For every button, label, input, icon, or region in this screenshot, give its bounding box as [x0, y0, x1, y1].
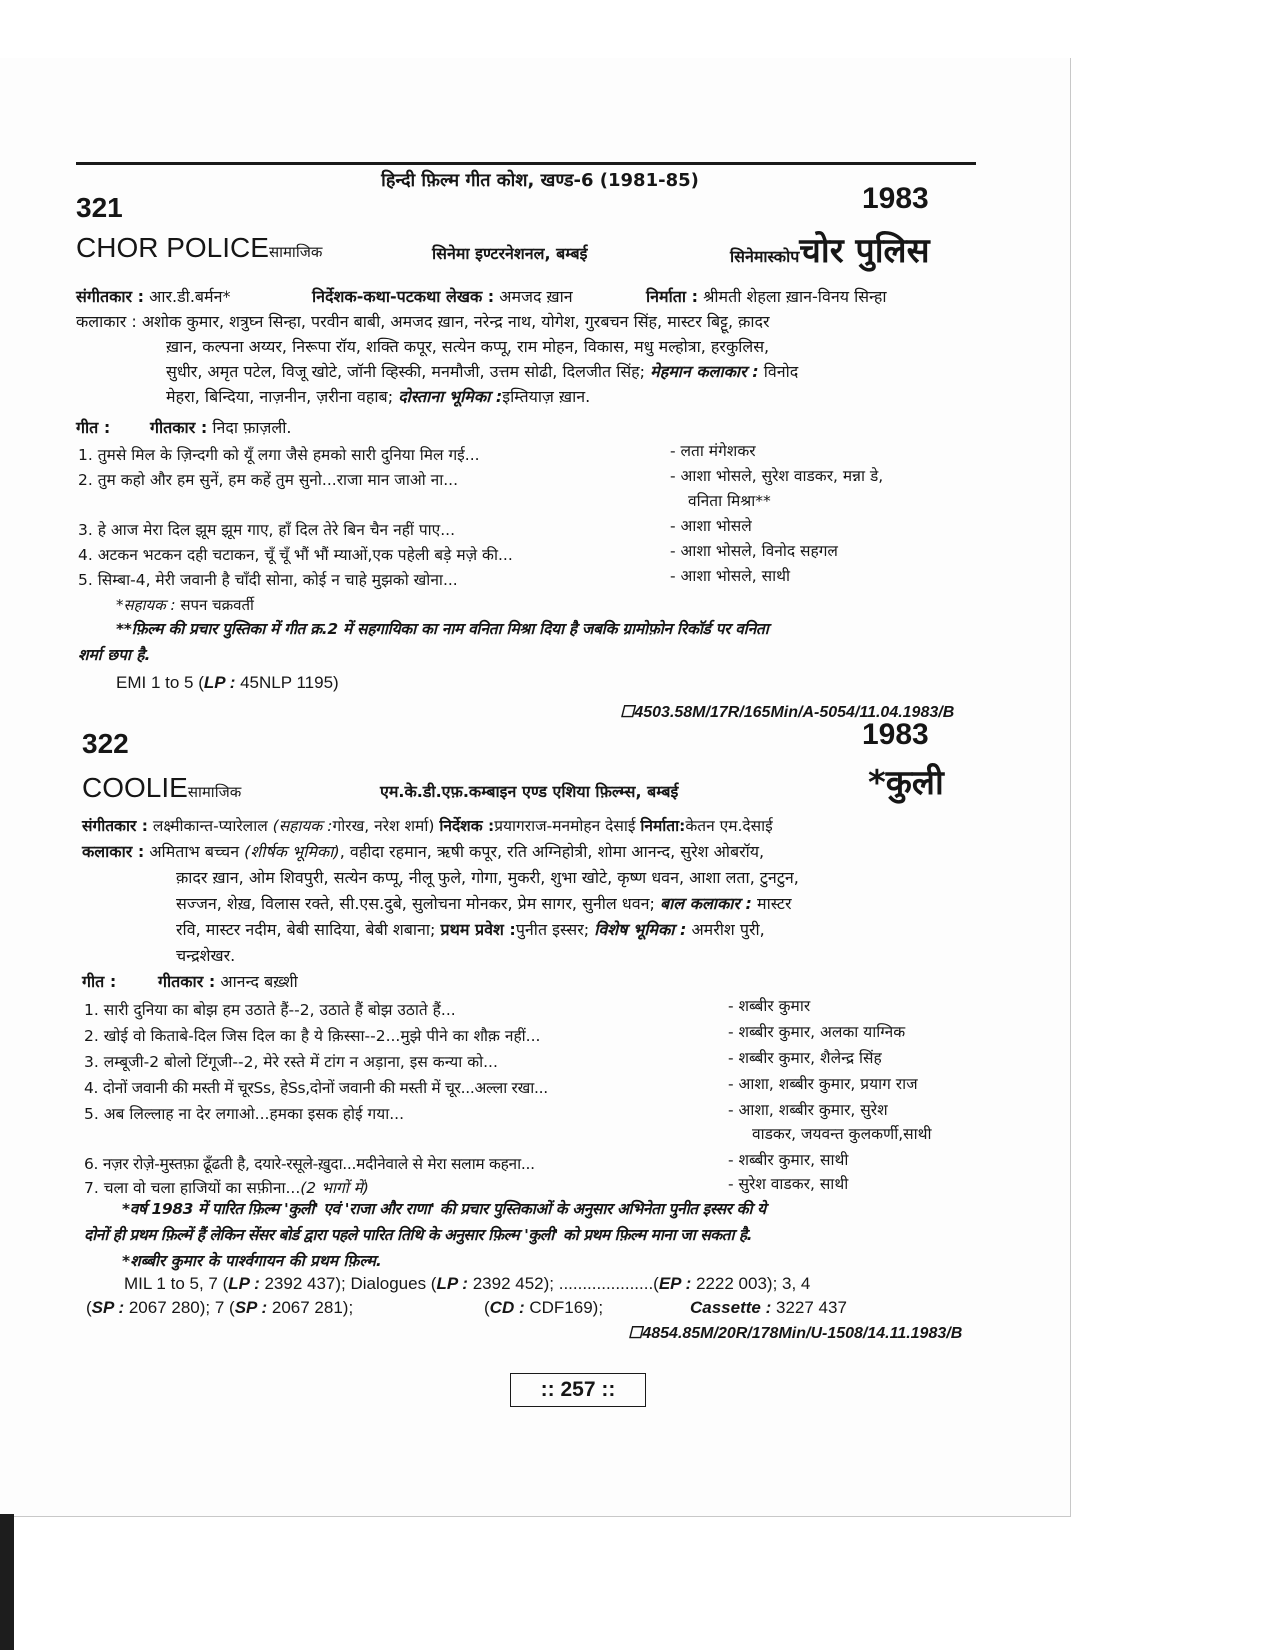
song-line: [84, 1176, 369, 1198]
note-line: शर्मा छपा है.: [78, 646, 151, 664]
censor-certificate: ☐4854.85M/20R/178Min/U-1508/14.11.1983/B: [628, 1325, 963, 1342]
film-genre: सामाजिक: [268, 243, 323, 261]
lyricist-credit: [150, 416, 292, 438]
song-singers: - आशा भोसले: [670, 517, 752, 535]
song-line: 4. अटकन भटकन दही चटाकन, चूँ चूँ भौं भौं म्याओं,एक पहेली बड़े मज़े की...: [78, 546, 513, 564]
child-artist-name: मास्टर: [757, 894, 792, 913]
page-number: :: 257 ::: [510, 1373, 646, 1407]
director-label: निर्देशक :: [439, 817, 495, 835]
music-director: आर.डी.बर्मन*: [149, 287, 231, 306]
song-singers: - आशा भोसले, विनोद सहगल: [670, 542, 838, 560]
cast-line-4: [176, 918, 765, 940]
credits-row: [82, 814, 773, 836]
ep-label: EP :: [658, 1274, 692, 1293]
songs-header: [76, 416, 110, 438]
cast-line-5: चन्द्रशेखर.: [176, 946, 236, 965]
producer-name: केतन एम.देसाई: [685, 817, 773, 835]
songs-label: गीत :: [76, 418, 111, 437]
director-label: निर्देशक-कथा-पटकथा लेखक :: [312, 287, 495, 306]
cd-value: CDF169);: [529, 1298, 604, 1317]
cd-label: CD :: [489, 1298, 525, 1317]
song-singers: - शब्बीर कुमार: [728, 997, 811, 1015]
song-singers: - आशा, शब्बीर कुमार, प्रयाग राज: [728, 1075, 918, 1093]
music-label: संगीतकार :: [76, 287, 145, 306]
song-singers: वाडकर, जयवन्त कुलकर्णी,साथी: [752, 1125, 932, 1143]
lp-label: LP :: [436, 1274, 468, 1293]
song-line: 5. अब लिल्लाह ना देर लगाओ...हमका इसक होई गया...: [84, 1105, 405, 1123]
film-number: 322: [82, 728, 129, 759]
assistant-label: *सहायक :: [116, 596, 176, 614]
note-line: *वर्ष 1983 में पारित फ़िल्म 'कुली' एवं 'राजा और राणा' की प्रचार पुस्तिकाओं के अनुसार अभिनेता पुनीत इस्सर की ये: [122, 1200, 766, 1218]
film-title-english: CHOR POLICE: [76, 232, 269, 263]
song-singers: - सुरेश वाडकर, साथी: [728, 1175, 849, 1193]
song-line: 5. सिम्बा-4, मेरी जवानी है चाँदी सोना, कोई न चाहे मुझको खोना...: [78, 571, 458, 589]
song-singers: - शब्बीर कुमार, अलका याग्निक: [728, 1023, 906, 1041]
song-singers: - आशा भोसले, साथी: [670, 567, 791, 585]
child-artist-label: बाल कलाकार :: [659, 894, 752, 913]
cast-lead: अमिताभ बच्चन: [149, 842, 240, 861]
film-title-english: COOLIE: [82, 772, 188, 803]
record-prefix: EMI 1 to 5 (: [116, 673, 204, 692]
cast-line-1: [82, 840, 764, 862]
cast-line-2: क़ादर ख़ान, ओम शिवपुरी, सत्येन कप्पू, नीलू फुले, गोगा, मुकरी, शुभा खोटे, कृष्ण धवन, आशा लता, टुनटुन,: [176, 868, 799, 887]
record-text: MIL 1 to 5, 7 (: [124, 1274, 229, 1293]
film-year: 1983: [862, 182, 929, 215]
cast-text: सुधीर, अमृत पटेल, विजू खोटे, जॉनी व्हिस्की, मनमौजी, उत्तम सोढी, दिलजीत सिंह;: [166, 362, 646, 381]
song-singers: - आशा, शब्बीर कुमार, सुरेश: [728, 1101, 888, 1119]
song-note: (2 भागों में): [300, 1179, 369, 1197]
film-number: 321: [76, 192, 123, 223]
film-title-hindi: *कुली: [868, 763, 944, 803]
sp-label: SP :: [91, 1298, 125, 1317]
director-name: प्रयागराज-मनमोहन देसाई: [494, 817, 636, 835]
scan-shadow: [0, 1514, 14, 1650]
film-genre: सामाजिक: [187, 783, 242, 801]
producer-credit: [646, 285, 886, 307]
director-name: अमजद ख़ान: [499, 287, 573, 306]
cast-text: सज्जन, शेख़, विलास रक्ते, सी.एस.दुबे, सुलोचना मोनकर, प्रेम सागर, सुनील धवन;: [176, 894, 655, 913]
special-role-name: अमरीश पुरी,: [691, 920, 765, 939]
music-director: लक्ष्मीकान्त-प्यारेलाल: [152, 817, 268, 835]
lyricist-label: गीतकार :: [150, 418, 208, 437]
film-title-hindi: चोर पुलिस: [799, 231, 930, 271]
song-singers: - आशा भोसले, सुरेश वाडकर, मन्ना डे,: [670, 467, 884, 485]
music-label: संगीतकार :: [82, 817, 148, 835]
censor-certificate: ☐4503.58M/17R/165Min/A-5054/11.04.1983/B: [620, 704, 955, 721]
record-text: 2222 003); 3, 4: [696, 1274, 811, 1293]
song-line: 1. सारी दुनिया का बोझ हम उठाते हैं--2, उठाते हैं बोझ उठाते हैं...: [84, 1001, 456, 1019]
lp-label: LP :: [203, 673, 236, 692]
record-text: 2067 281);: [271, 1298, 354, 1317]
cast-text: , वहीदा रहमान, ऋषी कपूर, रति अग्निहोत्री, शोमा आनन्द, सुरेश ओबरॉय,: [339, 842, 765, 861]
song-singers: वनिता मिश्रा**: [688, 492, 771, 510]
debut-name: पुनीत इस्सर;: [515, 920, 590, 939]
film-title-english-row: [82, 772, 241, 804]
producer-label: निर्माता:: [640, 817, 686, 835]
guest-name: विनोद: [763, 362, 799, 381]
songs-label: गीत :: [82, 972, 117, 991]
director-credit: [312, 285, 573, 307]
producer-name: श्रीमती शेहला ख़ान-विनय सिन्हा: [703, 287, 887, 306]
film-title-english-row: [76, 232, 322, 264]
song-line: 3. हे आज मेरा दिल झूम झूम गाए, हाँ दिल तेरे बिन चैन नहीं पाए...: [78, 521, 456, 539]
cast-label: कलाकार :: [76, 312, 137, 331]
film-note: [84, 1196, 984, 1274]
friendly-label: दोस्ताना भूमिका :: [398, 387, 503, 406]
record-details-line-2: [86, 1298, 353, 1318]
cast-text: अशोक कुमार, शत्रुघ्न सिन्हा, परवीन बाबी, अमजद ख़ान, नरेन्द्र नाथ, योगेश, गुरबचन सिंह, मास्टर बिट्टू, क़ादर: [141, 312, 770, 331]
film-format: सिनेमास्कोप: [730, 247, 800, 266]
cast-text: मेहरा, बिन्दिया, नाज़नीन, ज़रीना वहाब;: [166, 387, 394, 406]
guest-label: मेहमान कलाकार :: [650, 362, 759, 381]
assistant-name: सपन चक्रवर्ती: [180, 596, 254, 614]
header-rule: [76, 162, 976, 165]
lyricist-label: गीतकार :: [158, 972, 216, 991]
cast-text: रवि, मास्टर नदीम, बेबी सादिया, बेबी शबाना;: [176, 920, 436, 939]
cast-line-2: ख़ान, कल्पना अय्यर, निरूपा रॉय, शक्ति कपूर, सत्येन कप्पू, राम मोहन, विकास, मधु मल्होत्रा, हरकुलिस,: [166, 337, 770, 356]
song-singers: - शब्बीर कुमार, साथी: [728, 1151, 849, 1169]
record-text: 2392 452); ....................(: [472, 1274, 659, 1293]
song-line: 3. लम्बूजी-2 बोलो टिंगूजी--2, मेरे रस्ते में टांग न अड़ाना, इस कन्या को...: [84, 1053, 498, 1071]
cassette-label: Cassette :: [690, 1298, 772, 1317]
note-line: **फ़िल्म की प्रचार पुस्तिका में गीत क्र.2 में सहगायिका का नाम वनिता मिश्रा दिया है जबकि ग्रामोफ़ोन रिकॉर्ड पर वनिता: [116, 620, 769, 638]
song-singers: - शब्बीर कुमार, शैलेन्द्र सिंह: [728, 1049, 882, 1067]
debut-label: प्रथम प्रवेश :: [440, 920, 516, 939]
song-line: 2. तुम कहो और हम सुनें, हम कहें तुम सुनो...राजा मान जाओ ना...: [78, 471, 459, 489]
lp-label: LP :: [228, 1274, 260, 1293]
note-line: दोनों ही प्रथम फ़िल्में हैं लेकिन सेंसर बोर्ड द्वारा पहले पारित तिथि के अनुसार फ़िल्म 'कुली' को प्रथम फ़िल्म माना जा सकता है.: [84, 1226, 752, 1244]
record-text: (: [484, 1298, 490, 1317]
cast-line-1: [76, 310, 770, 332]
record-text: 2067 280); 7 (: [128, 1298, 235, 1317]
cassette-details: [690, 1298, 847, 1318]
film-title-hindi-row: [730, 226, 930, 272]
sp-label: SP :: [234, 1298, 268, 1317]
film-year: 1983: [862, 718, 929, 751]
song-line: 2. खोई वो किताबे-दिल जिस दिल का है ये क़िस्सा--2...मुझे पीने का शौक़ नहीं...: [84, 1027, 541, 1045]
song-line: 4. दोनों जवानी की मस्ती में चूरSs, हेSs,दोनों जवानी की मस्ती में चूर...अल्ला रखा...: [84, 1079, 548, 1097]
credits-row: [76, 285, 231, 307]
assistant-credit: [116, 595, 254, 615]
lyricist-name: निदा फ़ाज़ली.: [212, 418, 292, 437]
special-role-label: विशेष भूमिका :: [594, 920, 687, 939]
lp-value: 45NLP 1195): [240, 673, 339, 692]
record-details: [116, 673, 339, 693]
cassette-value: 3227 437: [776, 1298, 847, 1317]
music-assistant-names: गोरख, नरेश शर्मा): [332, 817, 435, 835]
song-singers: - लता मंगेशकर: [670, 442, 756, 460]
songs-header: [82, 970, 116, 992]
record-details-line-1: [124, 1274, 810, 1294]
page-header-title: हिन्दी फ़िल्म गीत कोश, खण्ड-6 (1981-85): [381, 170, 699, 191]
song-line: 1. तुमसे मिल के ज़िन्दगी को यूँ लगा जैसे हमको सारी दुनिया मिल गई...: [78, 446, 480, 464]
song-line: 6. नज़र रोज़े-मुस्तफ़ा ढूँढती है, दयारे-रसूले-ख़ुदा...मदीनेवाले से मेरा सलाम कहना...: [84, 1155, 535, 1173]
lyricist-name: आनन्द बख़्शी: [220, 972, 298, 991]
film-note: [78, 616, 978, 668]
cast-label: कलाकार :: [82, 842, 145, 861]
record-text: 2392 437); Dialogues (: [264, 1274, 437, 1293]
music-assistant-label: (सहायक :: [272, 817, 333, 835]
friendly-name: इम्तियाज़ ख़ान.: [502, 387, 591, 406]
production-company: सिनेमा इण्टरनेशनल, बम्बई: [432, 244, 588, 263]
record-text: (: [86, 1298, 92, 1317]
cast-line-4: [166, 385, 590, 407]
producer-label: निर्माता :: [646, 287, 698, 306]
production-company: एम.के.डी.एफ़.कम्बाइन एण्ड एशिया फ़िल्म्स, बम्बई: [380, 782, 679, 801]
cast-line-3: [176, 892, 792, 914]
note-line: *शब्बीर कुमार के पार्श्वगायन की प्रथम फ़िल्म.: [122, 1252, 382, 1270]
cast-role: (शीर्षक भूमिका): [244, 842, 340, 861]
cast-line-3: [166, 360, 798, 382]
lyricist-credit: [158, 970, 298, 992]
cd-details: [484, 1298, 603, 1318]
song-text: 7. चला वो चला हाजियों का सफ़ीना...: [84, 1179, 301, 1197]
